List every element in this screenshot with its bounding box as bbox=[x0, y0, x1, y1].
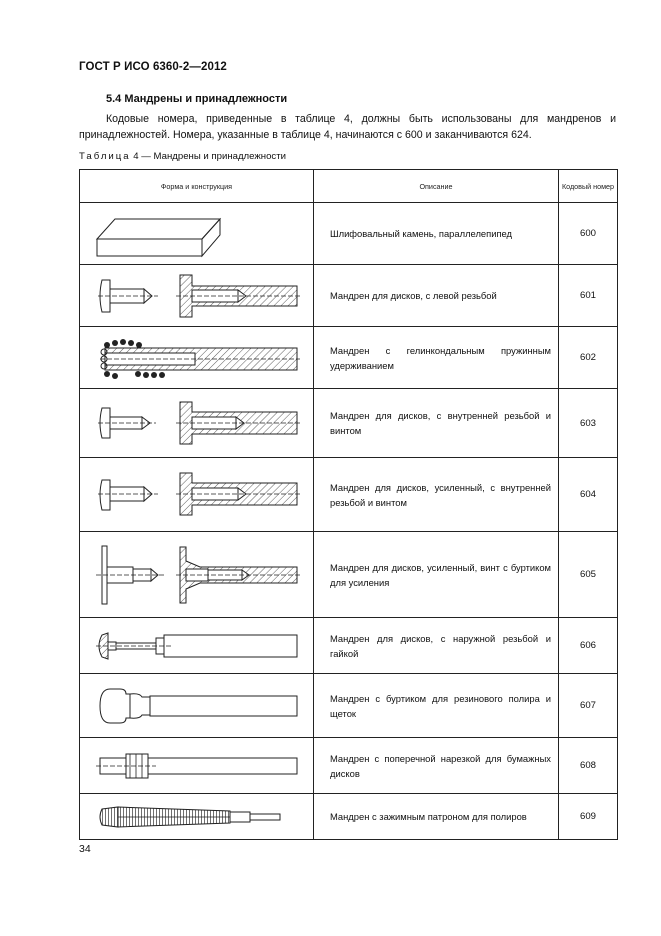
row-code: 601 bbox=[559, 265, 618, 327]
row-desc: Мандрен с буртиком для резинового полира и щеток bbox=[314, 674, 559, 738]
figure-604 bbox=[80, 458, 314, 532]
row-code: 602 bbox=[559, 327, 618, 389]
row-code: 607 bbox=[559, 674, 618, 738]
row-code: 606 bbox=[559, 618, 618, 674]
table-row bbox=[80, 203, 618, 265]
mandrel-606-drawing bbox=[80, 619, 313, 673]
col-header-shape: Форма и конструкция bbox=[80, 170, 314, 203]
figure-605 bbox=[80, 532, 314, 618]
row-desc: Мандрен для дисков, с внутренней резьбой и винтом bbox=[314, 389, 559, 458]
figure-603 bbox=[80, 389, 314, 458]
row-desc: Мандрен с поперечной нарезкой для бумажных дисков bbox=[314, 738, 559, 794]
figure-609 bbox=[80, 794, 314, 840]
table-row bbox=[80, 674, 618, 738]
row-code: 600 bbox=[559, 203, 618, 265]
section-paragraph: Кодовые номера, приведенные в таблице 4, должны быть использованы для мандренов и принадлежностей. Номера, указанные в таблице 4, начинаются с 600 и заканчиваются 624. bbox=[79, 113, 616, 141]
row-code: 608 bbox=[559, 738, 618, 794]
table-row bbox=[80, 389, 618, 458]
row-code: 609 bbox=[559, 794, 618, 840]
row-desc: Мандрен для дисков, с наружной резьбой и гайкой bbox=[314, 618, 559, 674]
table-row bbox=[80, 794, 618, 840]
col-header-description: Описание bbox=[314, 170, 559, 203]
grinding-stone-drawing bbox=[80, 204, 313, 264]
figure-608 bbox=[80, 738, 314, 794]
section-title: 5.4 Мандрены и принадлежности bbox=[106, 93, 288, 105]
mandrel-604-drawing bbox=[80, 459, 313, 531]
row-desc: Мандрен для дисков, усиленный, с внутренней резьбой и винтом bbox=[314, 458, 559, 532]
table-row bbox=[80, 532, 618, 618]
table-caption-title: 4 — Мандрены и принадлежности bbox=[130, 151, 286, 162]
table-row bbox=[80, 458, 618, 532]
row-desc: Мандрен с гелинкондальным пружинным удерживанием bbox=[314, 327, 559, 389]
table-caption-label: Таблица bbox=[79, 151, 131, 162]
row-code: 604 bbox=[559, 458, 618, 532]
mandrel-602-drawing bbox=[80, 328, 313, 388]
table-row bbox=[80, 327, 618, 389]
mandrel-605-drawing bbox=[80, 533, 313, 617]
row-desc: Шлифовальный камень, параллелепипед bbox=[314, 203, 559, 265]
col-header-code: Кодовый номер bbox=[559, 170, 618, 203]
table-header-row bbox=[80, 170, 618, 203]
figure-601 bbox=[80, 265, 314, 327]
figure-602 bbox=[80, 327, 314, 389]
page-number: 34 bbox=[79, 843, 91, 855]
row-desc: Мандрен для дисков, с левой резьбой bbox=[314, 265, 559, 327]
mandrel-609-drawing bbox=[80, 795, 313, 839]
row-desc: Мандрен для дисков, усиленный, винт с буртиком для усиления bbox=[314, 532, 559, 618]
figure-607 bbox=[80, 674, 314, 738]
row-code: 603 bbox=[559, 389, 618, 458]
mandrel-607-drawing bbox=[80, 675, 313, 737]
row-desc: Мандрен с зажимным патроном для полиров bbox=[314, 794, 559, 840]
mandrel-608-drawing bbox=[80, 739, 313, 793]
mandrel-601-drawing bbox=[80, 266, 313, 326]
figure-600 bbox=[80, 203, 314, 265]
document-header: ГОСТ Р ИСО 6360-2—2012 bbox=[79, 61, 227, 73]
mandrel-603-drawing bbox=[80, 390, 313, 457]
row-code: 605 bbox=[559, 532, 618, 618]
mandrels-table bbox=[79, 169, 618, 840]
table-row bbox=[80, 618, 618, 674]
table-row bbox=[80, 738, 618, 794]
figure-606 bbox=[80, 618, 314, 674]
table-caption bbox=[79, 151, 286, 162]
table-row bbox=[80, 265, 618, 327]
